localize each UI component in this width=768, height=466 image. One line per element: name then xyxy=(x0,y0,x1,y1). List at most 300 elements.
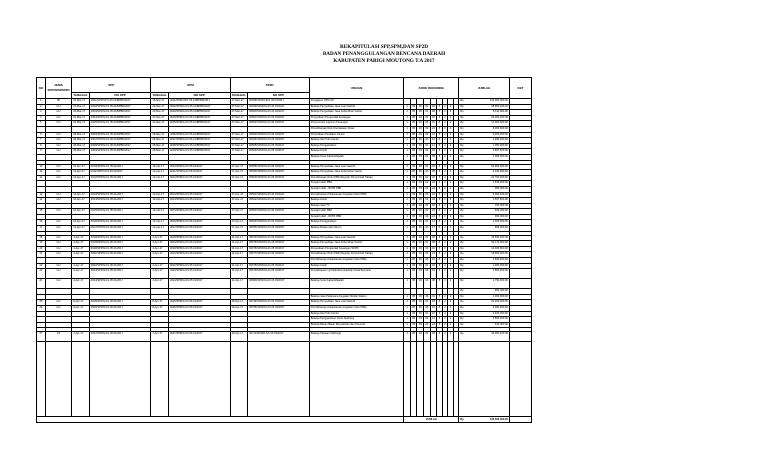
cell-spm-number: 0007/SPM/GU/1.05.01/BPBD/2017 xyxy=(168,138,230,144)
cell-spp-date: 12-Apr-17 xyxy=(72,226,90,232)
table-row xyxy=(37,342,532,417)
cell-kode: 05 xyxy=(410,241,417,247)
cell-spp-number: 0024/SPP/GU/1.05.01/2017 xyxy=(89,279,151,289)
cell-kode: 05 xyxy=(410,294,417,300)
currency-label: Rp xyxy=(460,317,464,321)
cell-spp-date: 4-Apr-17 xyxy=(72,235,90,241)
cell-sp2d-number: 00558/SP2D/GU/1.05.03/2017 xyxy=(248,164,310,170)
cell-kode: 12 xyxy=(430,132,437,138)
cell-uraian: Belanja Alat Tulis Kantor xyxy=(309,311,404,317)
table-row xyxy=(37,332,532,342)
cell-kode: 2 xyxy=(448,214,453,220)
cell-spm-number: 0027/SPM/GU/1.05.01/2017 xyxy=(168,332,230,342)
cell-kode: 1 xyxy=(404,235,411,241)
cell-spm-number: 0020/SPM/GU/1.05.01/2017 xyxy=(168,246,230,252)
cell-kode: 05 xyxy=(410,300,417,306)
cell-kode: 05 xyxy=(410,269,417,279)
cell-kode: 05 xyxy=(410,110,417,116)
header-no-spp: NO SPP xyxy=(168,93,230,99)
cell-kode: 02 xyxy=(430,104,437,110)
total-value xyxy=(459,417,510,423)
currency-label: Rp xyxy=(460,294,464,298)
cell-spp-date: 12-Apr-17 xyxy=(72,192,90,198)
cell-kode: 2 xyxy=(442,279,447,289)
cell-kode: 1 xyxy=(404,317,411,323)
cell-jenis: GU xyxy=(45,198,71,204)
cell-kode: 06 xyxy=(424,306,431,312)
cell-sp2d-date: 10-Apr-17 xyxy=(230,332,248,342)
cell-kode: 2 xyxy=(442,132,447,138)
cell-spp-date: 4-Apr-17 xyxy=(72,252,90,258)
currency-label: Rp xyxy=(460,322,464,326)
cell-sp2d-date: 17-Apr-17 xyxy=(230,209,248,215)
cell-no: 11 xyxy=(37,170,46,176)
cell-kode: 2 xyxy=(448,115,453,121)
cell-kode: 02 xyxy=(424,214,431,220)
header-no-spp: NO SPP xyxy=(248,93,310,99)
cell-spm-number: 0023/SPM/GU/1.05.01/2017 xyxy=(168,269,230,279)
cell-spp-number: 0010/SPP/GU/1.05.01/2017 xyxy=(89,164,151,170)
cell-kode: 2 xyxy=(448,209,453,215)
cell-kode: 2 xyxy=(448,121,453,127)
cell-kode: 01 xyxy=(430,258,437,264)
amount: 1,360,000.00 xyxy=(492,263,508,267)
cell-kode: 2 xyxy=(448,198,453,204)
amount: 38,950,000.00 xyxy=(491,104,508,108)
cell-kode: 5 xyxy=(437,214,442,220)
cell-kode: 10 xyxy=(430,311,437,317)
cell-kode: 24 xyxy=(430,214,437,220)
cell-kode: 2 xyxy=(442,149,447,155)
amount: 1,025,000.00 xyxy=(492,220,508,224)
cell-jenis: GU xyxy=(45,279,71,289)
cell-kode: 5 xyxy=(437,154,442,160)
cell-no: 23 xyxy=(37,269,46,279)
cell-kode: 03 xyxy=(417,203,424,209)
cell-sp2d-number: 00678/SP2D/GU/1.05.03/2017 xyxy=(248,263,310,269)
cell-spm-number: 0022/SPM/GU/1.05.01/2017 xyxy=(168,263,230,269)
cell-kode: 02 xyxy=(430,300,437,306)
empty-cell xyxy=(459,342,510,417)
cell-spp-date: 28-Mar-17 xyxy=(72,149,90,155)
cell-kode: 01 xyxy=(424,198,431,204)
currency-label: Rp xyxy=(460,192,464,196)
cell-kode: 06 xyxy=(424,269,431,279)
cell-kode: 1 xyxy=(404,164,411,170)
cell-kode: 06 xyxy=(424,258,431,264)
cell-spp-number: 0013/SPP/GU/1.05.01/2017 xyxy=(89,192,151,198)
cell-spp-date: 4-Apr-17 xyxy=(72,279,90,289)
cell-spm-date: 4-Apr-17 xyxy=(151,246,169,252)
cell-kode: 2 xyxy=(448,170,453,176)
cell-spp-number: 0018/SPP/GU/1.05.01/2017 xyxy=(89,235,151,241)
cell-jenis: GU xyxy=(45,115,71,121)
cell-uraian: Pengajuan SPM UP xyxy=(309,99,404,105)
cell-spp-date: 12-Apr-17 xyxy=(72,175,90,181)
cell-kode: 5 xyxy=(437,121,442,127)
recap-table xyxy=(36,77,532,423)
cell-kode: 5 xyxy=(437,170,442,176)
cell-sp2d-date: 17-Apr-17 xyxy=(230,226,248,232)
currency-label: Rp xyxy=(460,149,464,153)
cell-spm-date: 12-Apr-17 xyxy=(151,170,169,176)
cell-spp-number: 0007/SPP/GU/1.05.01/BPBD/2017 xyxy=(89,138,151,144)
cell-kode: 05 xyxy=(410,198,417,204)
amount: 5,110,000.00 xyxy=(492,110,508,114)
cell-spm-date: 12-Apr-17 xyxy=(151,198,169,204)
cell-kode: 2 xyxy=(448,186,453,192)
cell-spm-date: 7-Apr-17 xyxy=(151,332,169,342)
cell-kode: 2 xyxy=(442,241,447,247)
cell-spp-number: 0008/SPP/GU/1.05.01/BPBD/2017 xyxy=(89,143,151,149)
cell-kode: 1 xyxy=(404,294,411,300)
cell-kode: 2 xyxy=(442,214,447,220)
cell-kode: 2 xyxy=(448,300,453,306)
cell-kode: 01 xyxy=(424,170,431,176)
cell-kode: 1 xyxy=(404,241,411,247)
cell-kode: 08 xyxy=(430,110,437,116)
cell-kode: 2 xyxy=(442,246,447,252)
cell-kode: 2 xyxy=(448,175,453,181)
cell-kode: 1 xyxy=(404,322,411,328)
cell-sp2d-date: 27-Mar-17 xyxy=(230,115,248,121)
cell-spp-number: 0006/SPP/GU/1.05.01/BPBD/2017 xyxy=(89,132,151,138)
cell-kode: 24 xyxy=(430,322,437,328)
cell-kode: 05 xyxy=(410,306,417,312)
currency-label: Rp xyxy=(460,170,464,174)
currency-label: Rp xyxy=(460,279,464,283)
cell-kode: 2 xyxy=(448,322,453,328)
header-uraian: URAIAN xyxy=(309,78,404,99)
cell-jenis: GU xyxy=(45,192,71,198)
cell-spp-date: 4-Apr-17 xyxy=(72,269,90,279)
report-title-2: BADAN PENANGGULANGAN BENCANA DAERAH xyxy=(322,51,446,57)
cell-kode: 11 xyxy=(430,317,437,323)
cell-spp-number: 0023/SPP/GU/1.05.01/2017 xyxy=(89,269,151,279)
cell-kode: 5 xyxy=(437,258,442,264)
header-tanggal: TANGGAL xyxy=(73,93,88,98)
cell-kode: 03 xyxy=(417,263,424,269)
cell-kode: 5 xyxy=(437,311,442,317)
cell-uraian: Belanja Penyediaan Jasa Kebersihan Kantor xyxy=(309,170,404,176)
cell-kode: 1 xyxy=(404,220,411,226)
cell-kode: 01 xyxy=(424,164,431,170)
cell-kode: 2 xyxy=(442,138,447,144)
cell-spp-date: 12-Apr-17 xyxy=(72,164,90,170)
cell-kode: 1 xyxy=(404,115,411,121)
cell-kode: 5 xyxy=(437,294,442,300)
cell-kode: 05 xyxy=(410,154,417,160)
cell-sp2d-date: 17-Apr-17 xyxy=(230,170,248,176)
cell-kode: 2 xyxy=(442,226,447,232)
cell-kode: 2 xyxy=(448,246,453,252)
cell-kode: 2 xyxy=(448,164,453,170)
cell-spm-date: 12-Apr-17 xyxy=(151,226,169,232)
cell-kode: 5 xyxy=(437,317,442,323)
cell-uraian: Belanja Penyediaan Jasa Luar Daerah xyxy=(309,300,404,306)
cell-kode: 2 xyxy=(442,110,447,116)
cell-ket xyxy=(509,332,531,342)
cell-jenis: GU xyxy=(45,149,71,155)
cell-uraian: Pemeliharaan Uji Petik/Pemutakhiran Data Bencana xyxy=(309,269,404,279)
cell-spp-number: 0022/SPP/GU/1.05.01/2017 xyxy=(89,263,151,269)
cell-kode: 2 xyxy=(442,104,447,110)
cell-jenis: GU xyxy=(45,209,71,215)
cell-spp-date: 4-Apr-17 xyxy=(72,263,90,269)
amount: 100,000,000.00 xyxy=(489,99,508,102)
cell-uraian: Pemeliharaan Pelaksanaan Kegiatan (Non PBD) xyxy=(309,258,404,264)
empty-cell xyxy=(72,342,90,417)
empty-cell xyxy=(168,342,230,417)
cell-kode: 05 xyxy=(410,258,417,264)
cell-kode: 05 xyxy=(410,170,417,176)
cell-uraian: Belanja Jasa Pelaksana Kegiatan Mobile Station xyxy=(309,294,404,300)
cell-kode: 03 xyxy=(417,209,424,215)
cell-spm-number: 0004/SPM/GU/1.05.01/BPBD/2017 xyxy=(168,115,230,121)
cell-kode: 03 xyxy=(417,164,424,170)
cell-jenis: GU xyxy=(45,226,71,232)
currency-label: Rp xyxy=(460,246,464,250)
cell-kode: 02 xyxy=(424,252,431,258)
cell-kode: 06 xyxy=(430,154,437,160)
cell-jenis: GU xyxy=(45,235,71,241)
cell-spp-date: 22-Mar-17 xyxy=(72,121,90,127)
empty-cell xyxy=(45,342,71,417)
cell-spp-number: 0003/SPP/GU/1.05.01/BPBD/2017 xyxy=(89,110,151,116)
empty-cell xyxy=(248,342,310,417)
cell-jenis: GU xyxy=(45,170,71,176)
cell-uraian: Belanja Penyediaan Jasa Kebersihan Kantor xyxy=(309,110,404,116)
currency-label: Rp xyxy=(460,132,464,136)
empty-cell xyxy=(404,342,411,417)
cell-kode: 03 xyxy=(417,322,424,328)
cell-spp-number: 0014/SPP/GU/1.05.01/2017 xyxy=(89,198,151,204)
cell-kode: 1 xyxy=(404,246,411,252)
cell-no: 24 xyxy=(37,279,46,289)
cell-spm-date: 12-Apr-17 xyxy=(151,164,169,170)
cell-kode: 5 xyxy=(437,226,442,232)
cell-kode: 03 xyxy=(417,300,424,306)
cell-no: 15 xyxy=(37,209,46,215)
cell-spp-date: 7-Apr-17 xyxy=(72,332,90,342)
cell-sp2d-number: 00503/SP2D/GU/1.05.03/2017 xyxy=(248,132,310,138)
cell-spm-number: 0001/SPM/UP/1.05.01/BPBD/2017 xyxy=(168,99,230,105)
cell-uraian: Belanja Penyediaan Jasa Luar Daerah xyxy=(309,235,404,241)
cell-spm-number: 0016/SPM/GU/1.05.01/2017 xyxy=(168,220,230,226)
amount: 10,700,000.00 xyxy=(491,175,508,179)
cell-kode: 5 xyxy=(437,332,442,342)
amount: 10,000,000.00 xyxy=(491,121,508,125)
cell-kode: 02 xyxy=(424,175,431,181)
cell-jenis: GU xyxy=(45,269,71,279)
cell-kode: 5 xyxy=(437,138,442,144)
cell-kode: 01 xyxy=(424,235,431,241)
cell-kode: 2 xyxy=(448,110,453,116)
cell-no: 16 xyxy=(37,220,46,226)
cell-spm-date: 28-Mar-17 xyxy=(151,138,169,144)
cell-uraian: Belanja Pakaian Olahraga xyxy=(309,332,404,342)
cell-kode: 08 xyxy=(430,170,437,176)
empty-cell xyxy=(430,342,437,417)
cell-uraian: Belanja Penyediaan Jasa Luar Daerah xyxy=(309,164,404,170)
cell-kode: 1 xyxy=(404,252,411,258)
cell-sp2d-number: 00679/SP2D/GU/1.05.03/2017 xyxy=(248,269,310,279)
cell-kode: 01 xyxy=(424,115,431,121)
cell-kode: 01 xyxy=(424,246,431,252)
cell-kode: 2 xyxy=(448,317,453,323)
cell-kode: 2 xyxy=(442,154,447,160)
cell-uraian: Penyediaan Pengendali Keuangan xyxy=(309,115,404,121)
cell-kode: 1 xyxy=(404,121,411,127)
cell-kode: 03 xyxy=(417,115,424,121)
header-jenis: JENIS SPP/SPM/SP2D xyxy=(45,78,71,99)
currency-label: Rp xyxy=(460,181,464,185)
cell-spm-number: 0011/SPM/GU/1.05.01/2017 xyxy=(168,170,230,176)
cell-sp2d-date: 11-Apr-17 xyxy=(230,279,248,289)
cell-spp-number: 0021/SPP/GU/1.05.01/2017 xyxy=(89,252,151,258)
currency-label: Rp xyxy=(460,235,464,239)
cell-spp-number: 0015/SPP/GU/1.05.01/2017 xyxy=(89,209,151,215)
cell-kode: 02 xyxy=(430,164,437,170)
currency-label: Rp xyxy=(460,99,464,102)
cell-kode: 24 xyxy=(430,175,437,181)
cell-kode: 05 xyxy=(410,138,417,144)
cell-kode: 01 xyxy=(424,300,431,306)
cell-jumlah xyxy=(459,279,510,289)
cell-no: 12 xyxy=(37,175,46,181)
cell-kode: 1 xyxy=(404,143,411,149)
cell-kode: 01 xyxy=(424,203,431,209)
cell-kode: 1 xyxy=(404,226,411,232)
amount: 1,557,500.00 xyxy=(492,198,508,202)
cell-uraian: Penyediaan Peralatan Kantor xyxy=(309,132,404,138)
empty-cell xyxy=(410,342,417,417)
cell-jenis: GU xyxy=(45,241,71,247)
amount: 1,750,000.00 xyxy=(492,279,508,283)
cell-jenis: GU xyxy=(45,132,71,138)
cell-kode: 5 xyxy=(437,149,442,155)
cell-kode: 2 xyxy=(448,220,453,226)
cell-kode: 03 xyxy=(417,138,424,144)
empty-cell xyxy=(37,342,46,417)
cell-kode: 2 xyxy=(442,235,447,241)
cell-kode: 01 xyxy=(430,121,437,127)
cell-jenis: GU xyxy=(45,263,71,269)
cell-kode: 02 xyxy=(424,209,431,215)
cell-kode: 01 xyxy=(424,149,431,155)
cell-kode: 05 xyxy=(410,143,417,149)
cell-kode: 01 xyxy=(430,269,437,279)
cell-sp2d-date: 11-Apr-17 xyxy=(230,263,248,269)
cell-spm-number: 0013/SPM/GU/1.05.01/2017 xyxy=(168,192,230,198)
cell-kode: 2 xyxy=(442,143,447,149)
cell-kode: 5 xyxy=(437,322,442,328)
cell-kode: 5 xyxy=(437,220,442,226)
cell-spp-date: 28-Mar-17 xyxy=(72,138,90,144)
cell-jenis: GU xyxy=(45,246,71,252)
amount: 53,900,000.00 xyxy=(491,164,508,168)
cell-kode: 5 xyxy=(437,110,442,116)
cell-sp2d-date: 17-Apr-17 xyxy=(230,220,248,226)
cell-kode: 05 xyxy=(410,252,417,258)
cell-kode: 24 xyxy=(430,186,437,192)
cell-spm-number: 0006/SPM/GU/1.05.01/BPBD/2017 xyxy=(168,132,230,138)
currency-label: Rp xyxy=(460,226,464,230)
cell-no: 25 xyxy=(37,300,46,306)
cell-spp-date: 12-Apr-17 xyxy=(72,220,90,226)
cell-kode: 05 xyxy=(410,175,417,181)
cell-sp2d-date: 17-Mar-17 xyxy=(230,99,248,105)
cell-uraian: Belanja Penyediaan Jasa Kebersihan Kantor xyxy=(309,241,404,247)
cell-kode: 1 xyxy=(404,170,411,176)
cell-spm-number: 0017/SPM/GU/1.05.01/2017 xyxy=(168,226,230,232)
cell-uraian: Pemeliharaan Rutin PBD (Reguler Pemerintah Tahap) xyxy=(309,175,404,181)
cell-kode: 1 xyxy=(404,181,411,187)
cell-spm-date: 28-Mar-17 xyxy=(151,132,169,138)
cell-jenis: UP xyxy=(45,99,71,105)
cell-kode: 03 xyxy=(417,306,424,312)
cell-spp-number: 0012/SPP/GU/1.05.01/2017 xyxy=(89,175,151,181)
cell-jenis: GU xyxy=(45,306,71,312)
header-ket: KET xyxy=(509,78,531,99)
cell-spm-date: 12-Apr-17 xyxy=(151,192,169,198)
cell-spm-date: 12-Apr-17 xyxy=(151,209,169,215)
cell-spm-number: 0008/SPM/GU/1.05.01/BPBD/2017 xyxy=(168,143,230,149)
cell-jumlah xyxy=(459,269,510,279)
cell-sp2d-date: 11-Apr-17 xyxy=(230,235,248,241)
cell-kode: 05 xyxy=(410,332,417,342)
cell-kode: 5 xyxy=(437,300,442,306)
cell-sp2d-date: 17-Apr-17 xyxy=(230,164,248,170)
cell-kode: 05 xyxy=(410,322,417,328)
cell-no: 3 xyxy=(37,110,46,116)
amount: 3,380,000.00 xyxy=(492,306,508,309)
cell-kode: 2 xyxy=(442,252,447,258)
cell-spm-date: 4-Apr-17 xyxy=(151,241,169,247)
cell-sp2d-date: 27-Mar-17 xyxy=(230,121,248,127)
amount: 805,000.00 xyxy=(494,226,508,230)
cell-sp2d-number: 00734/SP2D/GU/1.05.03/2017 xyxy=(248,300,310,306)
cell-spp-date: 22-Mar-17 xyxy=(72,110,90,116)
cell-sp2d-date: 11-Apr-17 xyxy=(230,241,248,247)
cell-kode: 2 xyxy=(442,115,447,121)
cell-uraian: Belanja Jasa TV xyxy=(309,203,404,209)
cell-sp2d-number: 00499/SP2D/GU/1.05.03/2017 xyxy=(248,104,310,110)
empty-cell xyxy=(151,342,169,417)
currency-label: Rp xyxy=(460,306,464,309)
currency-label: Rp xyxy=(460,263,464,267)
cell-spm-date: 12-Apr-17 xyxy=(151,220,169,226)
cell-kode: 5 xyxy=(437,306,442,312)
currency-label: Rp xyxy=(460,143,464,147)
cell-sp2d-date: 27-Mar-17 xyxy=(230,104,248,110)
cell-spm-date: 4-Apr-17 xyxy=(151,235,169,241)
cell-kode: 18 xyxy=(430,332,437,342)
cell-kode: 10 xyxy=(430,246,437,252)
amount: 150,000.00 xyxy=(494,203,508,207)
amount: 20,000,000.00 xyxy=(491,115,508,119)
cell-spm-date: 22-Mar-17 xyxy=(151,110,169,116)
cell-spm-number: 0012/SPM/GU/1.05.01/2017 xyxy=(168,175,230,181)
cell-kode: 01 xyxy=(424,263,431,269)
cell-kode: 03 xyxy=(417,332,424,342)
cell-no: 14 xyxy=(37,198,46,204)
header-tanggal: TANGGAL xyxy=(152,93,167,98)
cell-uraian: Belanja Bahan Bakar Minyak/Gas dan Pelumas xyxy=(309,322,404,328)
cell-kode: 24 xyxy=(430,126,437,132)
cell-kode: 1 xyxy=(404,279,411,289)
cell-sp2d-number: 00565/SP2D/GU/1.05.03/2017 xyxy=(248,226,310,232)
